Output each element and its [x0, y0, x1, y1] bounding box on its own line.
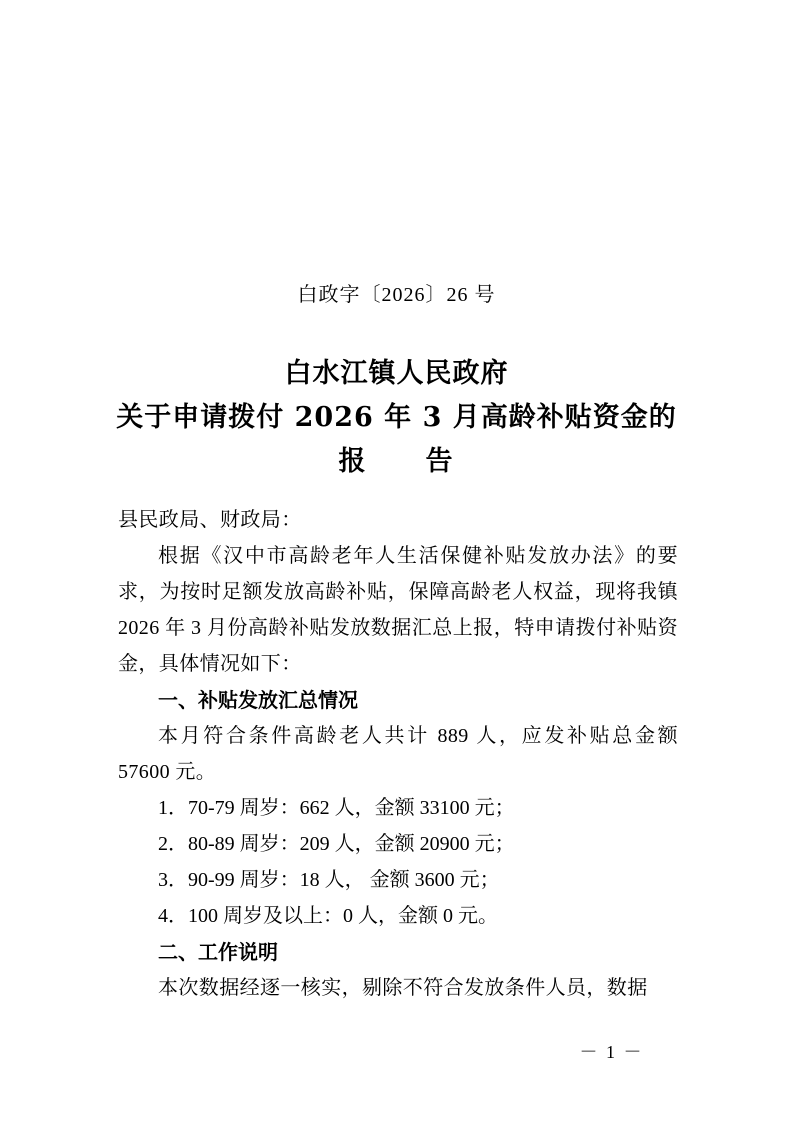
title-line-issuer: 白水江镇人民政府 [284, 358, 509, 389]
section-two-paragraph: 本次数据经逐一核实，剔除不符合发放条件人员，数据 [158, 977, 648, 999]
document-body [118, 502, 678, 1006]
section-one-paragraph: 本月符合条件高龄老人共计 889 人，应发补贴总金额 57600 元。 [118, 725, 678, 783]
salutation: 县民政局、财政局： [118, 509, 302, 531]
title-line-subject: 关于申请拨付 2026 年 3 月高龄补贴资金的 [116, 402, 677, 433]
document-number: 白政字〔2026〕26 号 [297, 284, 496, 306]
title-line-type: 报 告 [338, 446, 455, 477]
page-number-value: － 1 － [579, 1042, 644, 1062]
list-item: 2．80-89 周岁：209 人，金额 20900 元； [158, 833, 515, 855]
page-number [0, 1038, 793, 1064]
section-one-heading: 一、补贴发放汇总情况 [158, 688, 358, 712]
list-item: 4．100 周岁及以上：0 人，金额 0 元。 [158, 905, 498, 927]
list-item: 1．70-79 周岁：662 人，金额 33100 元； [158, 797, 515, 819]
intro-paragraph: 根据《汉中市高龄老年人生活保健补贴发放办法》的要求，为按时足额发放高龄补贴，保障高龄老人权益，现将我镇 2026 年 3 月份高龄补贴发放数据汇总上报，特申请拨付补贴资金，具体情况如下： [118, 545, 678, 675]
list-item: 3．90-99 周岁：18 人， 金额 3600 元； [158, 869, 500, 891]
document-title [90, 352, 703, 484]
section-two-heading: 二、工作说明 [158, 940, 278, 964]
